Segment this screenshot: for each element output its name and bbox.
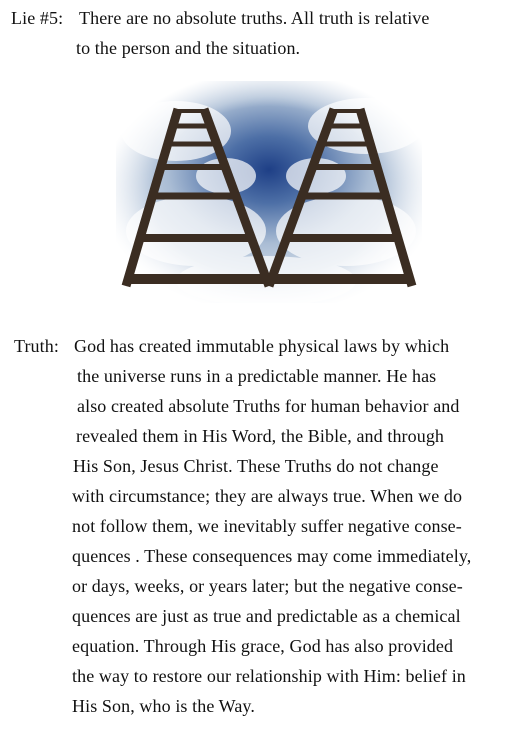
truth-text-line: quences . These consequences may come immediately, xyxy=(72,546,472,566)
truth-text-line: His Son, Jesus Christ. These Truths do not change xyxy=(73,456,439,476)
truth-text-line: His Son, who is the Way. xyxy=(72,696,255,716)
truth-text-line: with circumstance; they are always true. When we do xyxy=(72,486,463,506)
ladders-into-clouds-image xyxy=(116,81,422,303)
truth-text-line: equation. Through His grace, God has also provided xyxy=(72,636,454,656)
truth-text-line: God has created immutable physical laws by which xyxy=(74,336,450,356)
truth-text-line: quences are just as true and predictable as a chemical xyxy=(72,606,461,626)
truth-text-line: the way to restore our relationship with Him: belief in xyxy=(72,666,466,686)
truth-text-line: also created absolute Truths for human behavior and xyxy=(77,396,460,416)
truth-text-line: not follow them, we inevitably suffer negative conse- xyxy=(72,516,462,536)
truth-text-line: revealed them in His Word, the Bible, and through xyxy=(76,426,445,446)
ladders-into-clouds-icon xyxy=(116,81,422,303)
lie-text-line: to the person and the situation. xyxy=(76,38,301,58)
lie-label: Lie #5: xyxy=(11,8,64,28)
truth-label: Truth: xyxy=(14,336,59,356)
truth-text-line: or days, weeks, or years later; but the negative conse- xyxy=(72,576,463,596)
lie-text-line: There are no absolute truths. All truth is relative xyxy=(79,8,430,28)
truth-text-line: the universe runs in a predictable manner. He has xyxy=(77,366,437,386)
